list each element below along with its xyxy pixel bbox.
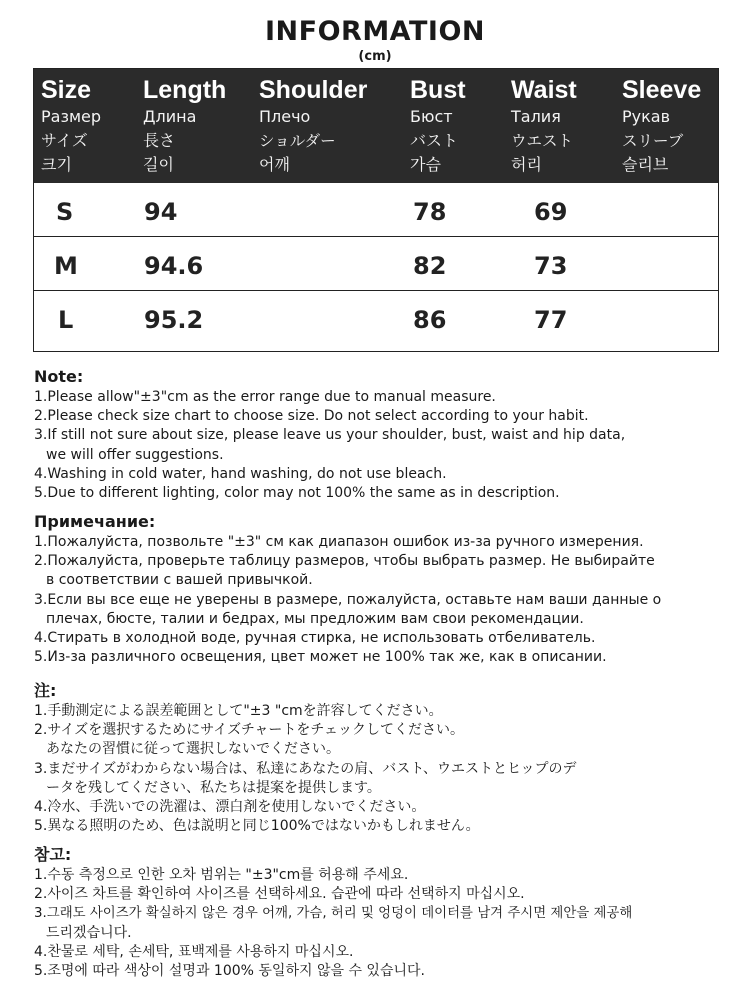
- note-line: 5.Из-за различного освещения, цвет может не 100% так же, как в описании.: [34, 649, 607, 666]
- note-line: 드리겠습니다.: [46, 924, 132, 941]
- note-line: 5.조명에 따라 색상이 설명과 100% 동일하지 않을 수 있습니다.: [34, 963, 425, 980]
- table-row: [34, 183, 718, 237]
- notes-russian-heading: Примечание:: [34, 512, 156, 531]
- cell-waist: 69: [534, 198, 568, 226]
- header-shoulder-ru: Плечо: [259, 107, 311, 126]
- header-bust-en: Bust: [410, 76, 466, 104]
- note-line: 2.사이즈 차트를 확인하여 사이즈를 선택하세요. 습관에 따라 선택하지 마십시오.: [34, 886, 525, 903]
- header-shoulder-ja: ショルダー: [259, 132, 336, 150]
- cell-length: 94: [144, 198, 178, 226]
- note-line: 5.Due to different lighting, color may not 100% the same as in description.: [34, 485, 560, 502]
- note-line: 1.Пожалуйста, позвольте "±3" см как диапазон ошибок из-за ручного измерения.: [34, 534, 644, 550]
- note-line: 4.冷水、手洗いでの洗濯は、漂白剤を使用しないでください。: [34, 799, 426, 816]
- note-line: 1.手動測定による誤差範囲として"±3 "cmを許容してください。: [34, 703, 443, 719]
- header-sleeve-ja: スリーブ: [622, 132, 684, 150]
- cell-size: L: [58, 306, 74, 334]
- notes-japanese: [34, 680, 734, 836]
- note-line: 3.If still not sure about size, please leave us your shoulder, bust, waist and hip data,: [34, 427, 626, 444]
- note-line: あなたの習慣に従って選択しないでください。: [46, 741, 340, 758]
- header-length-ru: Длина: [143, 107, 197, 126]
- notes-korean-heading: 참고:: [34, 845, 72, 864]
- unit-label: (cm): [358, 49, 392, 64]
- cell-bust: 82: [413, 252, 447, 280]
- notes-english-heading: Note:: [34, 367, 84, 386]
- header-bust: [410, 75, 466, 177]
- header-shoulder-ko: 어깨: [259, 155, 290, 174]
- note-line: ータを残してください、私たちは提案を提供します。: [46, 779, 381, 796]
- header-shoulder-en: Shoulder: [259, 76, 368, 104]
- header-size-ru: Размер: [41, 107, 102, 126]
- cell-size: M: [54, 252, 78, 280]
- cell-length: 94.6: [144, 252, 204, 280]
- cell-size: S: [56, 198, 74, 226]
- cell-length: 95.2: [144, 306, 204, 334]
- header-waist: [511, 75, 577, 177]
- notes-english: [34, 366, 734, 503]
- header-length: [143, 75, 226, 177]
- cell-bust: 86: [413, 306, 447, 334]
- header-waist-ko: 허리: [511, 155, 542, 174]
- note-line: 3.Если вы все еще не уверены в размере, пожалуйста, оставьте нам ваши данные о: [34, 591, 662, 608]
- header-size-ko: 크기: [41, 155, 72, 174]
- note-line: 3.まだサイズがわからない場合は、私達にあなたの肩、バスト、ウエストとヒップのデ: [34, 760, 577, 777]
- note-line: 2.サイズを選択するためにサイズチャートをチェックしてください。: [34, 722, 464, 739]
- table-row: [34, 237, 718, 291]
- header-bust-ru: Бюст: [410, 107, 453, 126]
- note-line: we will offer suggestions.: [46, 446, 224, 463]
- header-shoulder: [259, 75, 367, 177]
- header-sleeve-ru: Рукав: [622, 107, 671, 126]
- header-bust-ja: バスト: [410, 131, 459, 150]
- note-line: 4.찬물로 세탁, 손세탁, 표백제를 사용하지 마십시오.: [34, 943, 354, 960]
- header-size-ja: サイズ: [41, 131, 88, 150]
- note-line: 4.Washing in cold water, hand washing, do not use bleach.: [34, 465, 447, 482]
- cell-bust: 78: [413, 198, 447, 226]
- note-line: 4.Стирать в холодной воде, ручная стирка, не использовать отбеливатель.: [34, 630, 596, 647]
- header-waist-en: Waist: [511, 76, 577, 104]
- notes-japanese-heading: 注:: [34, 681, 57, 700]
- note-line: 1.수동 측정으로 인한 오차 범위는 "±3"cm를 허용해 주세요.: [34, 867, 409, 883]
- cell-waist: 77: [534, 306, 568, 334]
- table-header: [34, 69, 718, 183]
- header-sleeve-ko: 슬리브: [622, 155, 669, 174]
- table-row: [34, 291, 718, 352]
- cell-waist: 73: [534, 252, 568, 280]
- header-sleeve: [622, 75, 701, 177]
- size-table: [33, 68, 719, 352]
- header-sleeve-en: Sleeve: [622, 76, 702, 104]
- notes-korean: [34, 844, 734, 981]
- header-length-ja: 長さ: [143, 131, 176, 150]
- note-line: 5.異なる照明のため、色は説明と同じ100%ではないかもしれません。: [34, 818, 480, 835]
- page-title: INFORMATION: [264, 16, 485, 47]
- header-bust-ko: 가슴: [410, 155, 441, 174]
- header-waist-ru: Талия: [511, 107, 561, 126]
- note-line: в соответствии с вашей привычкой.: [46, 572, 313, 589]
- note-line: плечах, бюсте, талии и бедрах, мы предложим вам свои рекомендации.: [46, 610, 584, 627]
- header-length-en: Length: [143, 76, 227, 104]
- notes-russian: [34, 511, 734, 667]
- header-waist-ja: ウエスト: [511, 132, 574, 150]
- note-line: 1.Please allow"±3"cm as the error range due to manual measure.: [34, 389, 496, 405]
- header-size: [41, 75, 101, 177]
- note-line: 2.Пожалуйста, проверьте таблицу размеров, чтобы выбрать размер. Не выбирайте: [34, 553, 655, 570]
- note-line: 2.Please check size chart to choose size. Do not select according to your habit.: [34, 408, 589, 425]
- header-size-en: Size: [41, 76, 92, 104]
- header-length-ko: 길이: [143, 155, 174, 174]
- note-line: 3.그래도 사이즈가 확실하지 않은 경우 어깨, 가슴, 허리 및 엉덩이 데이터를 남겨 주시면 제안을 제공해: [34, 906, 633, 922]
